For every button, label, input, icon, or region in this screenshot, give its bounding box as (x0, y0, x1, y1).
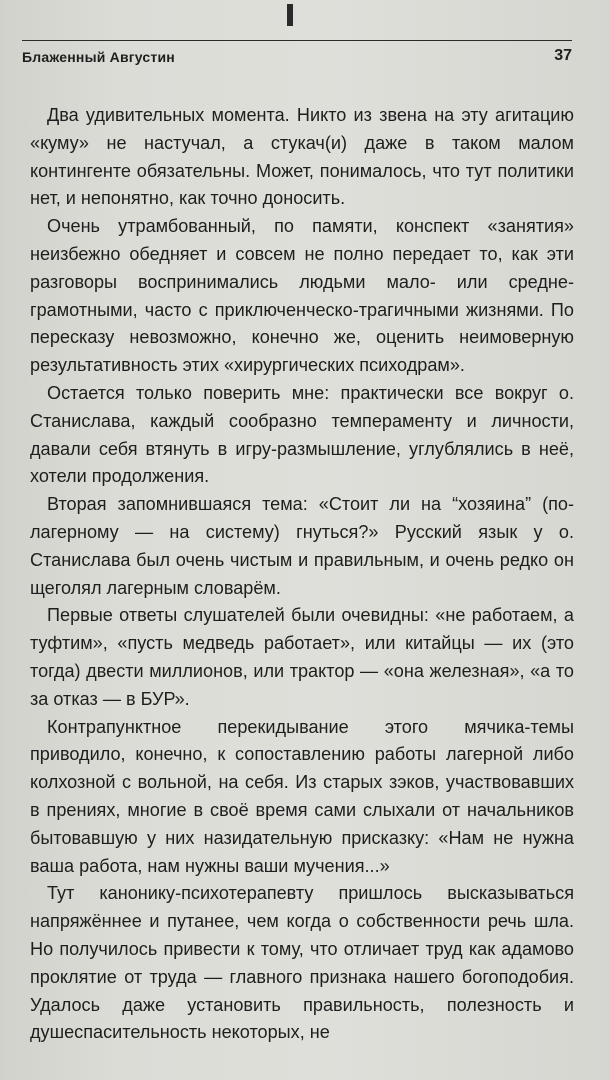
body-text (30, 102, 574, 1047)
paragraph: Остается только поверить мне: практически все вокруг о. Станислава, каждый сообразно темпераменту и личности, давали себя втянуть в игру-размышление, углублялись в неё, хотели продолжения. (30, 382, 574, 487)
running-header-title: Блаженный Августин (22, 49, 175, 65)
paragraph: Первые ответы слушателей были очевидны: «не работаем, а туфтим», «пусть медведь работает», или китайцы — их (это тогда) двести миллионов, или трактор — «она железная», «а то за отказ — в БУР». (30, 605, 574, 709)
paragraph: Вторая запомнившаяся тема: «Стоит ли на “хозяина” (по-лагерному — на систему) гнуться?» Русский язык у о. Станислава был очень чистым и правильным, и очень редко он щеголял лагерным словарём. (30, 494, 574, 598)
paragraph: Контрапунктное перекидывание этого мячика-темы приводило, конечно, к сопоставлению работы лагерной либо колхозной с вольной, на себя. Из старых зэков, участвовавших в прениях, многие в своё время сами слыхали от начальников бытовавшую у них назидательную присказку: «Нам не нужна ваша работа, нам нужны ваши мучения...» (30, 716, 574, 876)
page-number: 37 (554, 47, 572, 64)
paragraph: Тут канонику-психотерапевту пришлось высказываться напряжённее и путанее, чем когда о собственности речь шла. Но получилось привести к тому, что отличает труд как адамово проклятие от труда — главного признака нашего богоподобия. Удалось даже установить правильность, полезность и душеспасительность некоторых, не (30, 883, 574, 1043)
binding-mark (287, 4, 293, 26)
running-header (22, 40, 572, 73)
paragraph: Очень утрамбованный, по памяти, конспект «занятия» неизбежно обедняет и совсем не полно передает то, как эти разговоры воспринимались людьми мало- или среднеграмотными, часто с приключенческо-трагичными жизнями. По пересказу невозможно, конечно же, оценить неимоверную результативность этих «хирургических психодрам». (30, 216, 574, 376)
paragraph: Два удивительных момента. Никто из звена на эту агитацию «куму» не настучал, а стукач(и) даже в таком малом контингенте обязательны. Может, понималось, что тут политики нет, и непонятно, как точно доносить. (30, 105, 574, 209)
